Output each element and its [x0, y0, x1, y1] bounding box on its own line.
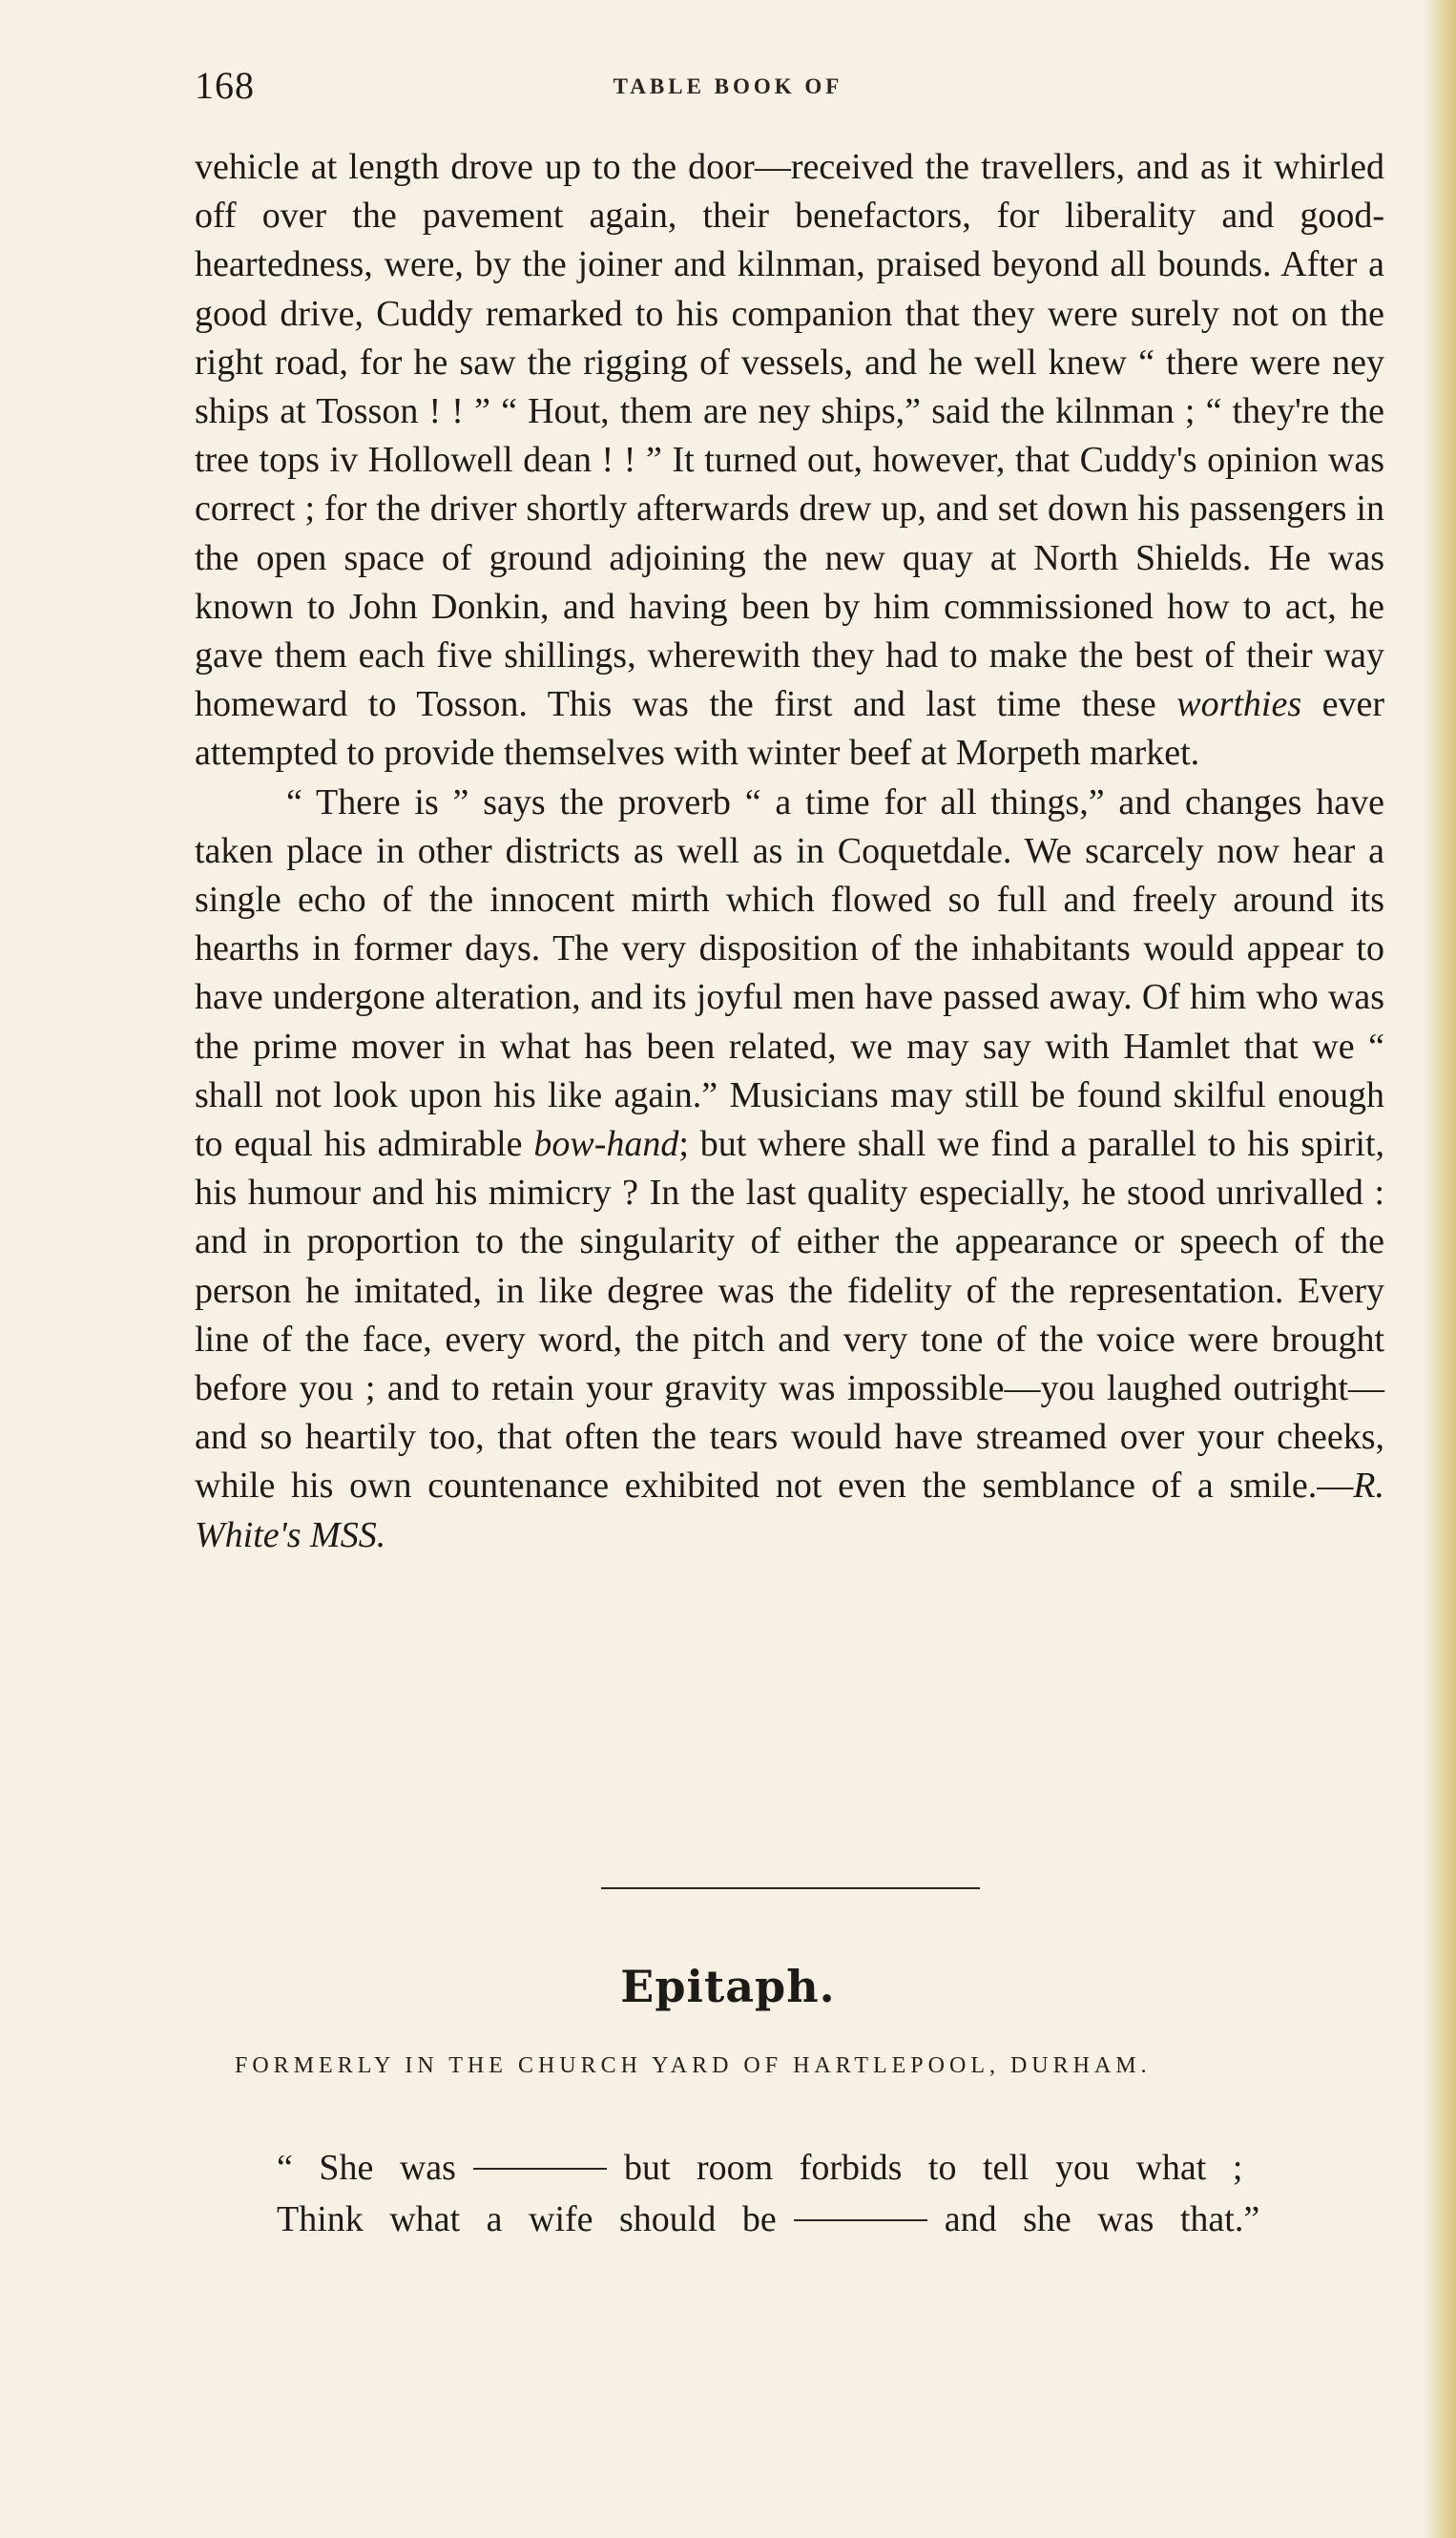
- verse-line-2: [277, 2194, 1259, 2245]
- epitaph-subtitle: FORMERLY IN THE CHURCH YARD OF HARTLEPOOL, DURHAM.: [235, 2053, 1152, 2078]
- paragraph-2-text: “ There is ” says the proverb “ a time for all things,” and changes have taken place in other districts as well as in Coquetdale. We scarcely now hear a single echo of the innocent mirth which flowed so full and freely around its hearths in former days. The very disposition of the inhabitants would appear to have undergone alteration, and its joyful men have passed away. Of him who was the prime mover in what has been related, we may say with Hamlet that we “ shall not look upon his like again.” Musicians may still be found skilful enough to equal his admirable: [195, 781, 1384, 1165]
- verse-line-2-end: and she was that.”: [944, 2199, 1260, 2239]
- verse-dash-2: [794, 2219, 927, 2221]
- section-divider: [601, 1887, 980, 1889]
- paragraph-2-middle: ; but where shall we find a parallel to his spirit, his humour and his mimicry ? In the last quality especially, he stood unrivalled : and in proportion to the singularity of either the appearance or speech of the person he imitated, in like degree was the fidelity of the representation. Every line of the face, every word, the pitch and very tone of the voice were brought before you ; and to retain your gravity was impossible—you laughed outright—and so heartily too, that often the tears would have streamed over your cheeks, while his own countenance exhibited not even the semblance of a smile.—: [195, 1124, 1384, 1507]
- running-title: TABLE BOOK OF: [613, 74, 843, 98]
- verse-dash-1: [473, 2168, 607, 2170]
- page-edge-shading: [1424, 0, 1456, 2538]
- page-number: 168: [195, 64, 255, 107]
- paragraph-2-italic: bow-hand: [533, 1124, 679, 1165]
- paragraph-1: [195, 143, 1384, 779]
- verse-line-1-start: “ She was: [277, 2148, 456, 2188]
- paragraph-1-end: ever attempted to provide themselves with winter beef at Morpeth market.: [195, 684, 1385, 774]
- epitaph-title: Epitaph.: [620, 1961, 836, 2012]
- verse-line-1-end: but room forbids to tell you what ;: [623, 2148, 1243, 2188]
- verse-line-2-start: Think what a wife should be: [277, 2199, 777, 2239]
- epitaph-verse: [277, 2142, 1259, 2245]
- attribution: R. White's MSS.: [195, 1466, 1384, 1555]
- verse-line-1: [277, 2142, 1259, 2194]
- main-text: [195, 143, 1384, 1560]
- paragraph-1-text: vehicle at length drove up to the door—received the travellers, and as it whirled off over the pavement again, their benefactors, for liberality and good-heartedness, were, by the joiner and kilnman, praised beyond all bounds. After a good drive, Cuddy remarked to his companion that they were surely not on the right road, for he saw the rigging of vessels, and he well knew “ there were ney ships at Tosson ! ! ” “ Hout, them are ney ships,” said the kilnman ; “ they're the tree tops iv Hollowell dean ! ! ” It turned out, however, that Cuddy's opinion was correct ; for the driver shortly afterwards drew up, and set down his passengers in the open space of ground adjoining the new quay at North Shields. He was known to John Donkin, and having been by him commissioned how to act, he gave them each five shillings, wherewith they had to make the best of their way homeward to Tosson. This was the first and last time these: [195, 147, 1384, 725]
- paragraph-2: [195, 779, 1384, 1560]
- paragraph-1-italic: worthies: [1176, 684, 1302, 725]
